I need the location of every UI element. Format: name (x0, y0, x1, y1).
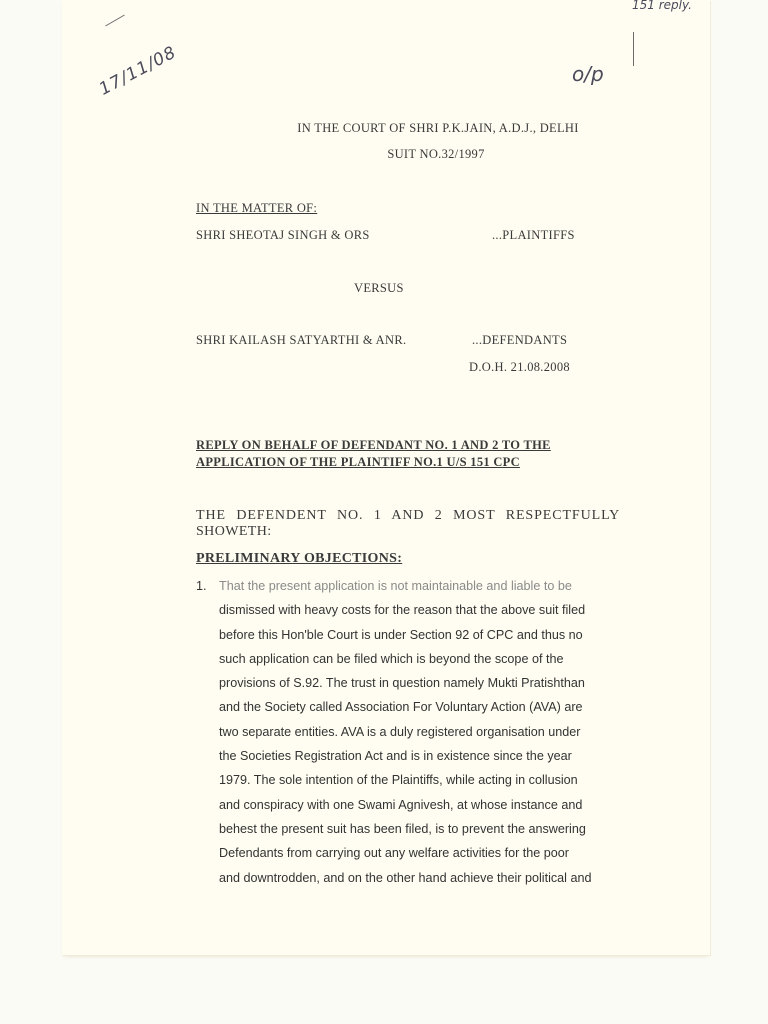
intro-line2: SHOWETH: (196, 524, 272, 539)
handwritten-date: 17/11/08 (96, 42, 180, 100)
objection-paragraph (196, 574, 635, 890)
court-name: IN THE COURT OF SHRI P.K.JAIN, A.D.J., DELHI (297, 121, 579, 135)
paragraph-line: and downtrodden, and on the other hand achieve their political and (219, 870, 592, 885)
objection-number: 1. (196, 579, 207, 593)
matter-heading: IN THE MATTER OF: (196, 201, 318, 215)
intro-line1: THE DEFENDENT NO. 1 AND 2 MOST RESPECTFULLY (196, 508, 621, 523)
date-of-hearing: D.O.H. 21.08.2008 (469, 360, 570, 374)
paragraph-line: before this Hon'ble Court is under Section 92 of CPC and thus no (219, 627, 583, 642)
paragraph-line: provisions of S.92. The trust in question namely Mukti Pratishthan (219, 676, 585, 691)
paragraph-line: the Societies Registration Act and is in existence since the year (219, 749, 572, 764)
reply-title-line1: REPLY ON BEHALF OF DEFENDANT NO. 1 AND 2 TO THE (196, 438, 551, 452)
suit-number: SUIT NO.32/1997 (387, 147, 485, 161)
paragraph-line: behest the present suit has been filed, is to prevent the answering (219, 821, 586, 836)
paragraph-line: 1979. The sole intention of the Plaintiffs, while acting in collusion (219, 773, 578, 788)
paragraph-line: dismissed with heavy costs for the reason that the above suit filed (219, 603, 586, 618)
paragraph-line: two separate entities. AVA is a duly registered organisation under (219, 724, 581, 739)
paragraph-line: such application can be filed which is beyond the scope of the (219, 651, 564, 666)
plaintiff-name: SHRI SHEOTAJ SINGH & ORS (196, 228, 370, 242)
pen-stroke-mark (633, 32, 634, 66)
preliminary-objections-heading: PRELIMINARY OBJECTIONS: (196, 551, 403, 566)
reply-title-line2: APPLICATION OF THE PLAINTIFF NO.1 U/S 151 CPC (196, 455, 520, 469)
paragraph-line: and the Society called Association For Voluntary Action (AVA) are (219, 700, 583, 715)
defendant-role: ...DEFENDANTS (472, 333, 568, 347)
versus-label: VERSUS (354, 281, 404, 295)
handwritten-initials: o/p (572, 62, 604, 86)
plaintiff-role: ...PLAINTIFFS (492, 228, 575, 242)
paragraph-line: and conspiracy with one Swami Agnivesh, at whose instance and (219, 797, 583, 812)
defendant-name: SHRI KAILASH SATYARTHI & ANR. (196, 333, 407, 347)
handwritten-note: 151 reply. (632, 0, 692, 12)
paragraph-line: That the present application is not maintainable and liable to be (219, 579, 572, 593)
paragraph-line: Defendants from carrying out any welfare activities for the poor (219, 846, 569, 861)
